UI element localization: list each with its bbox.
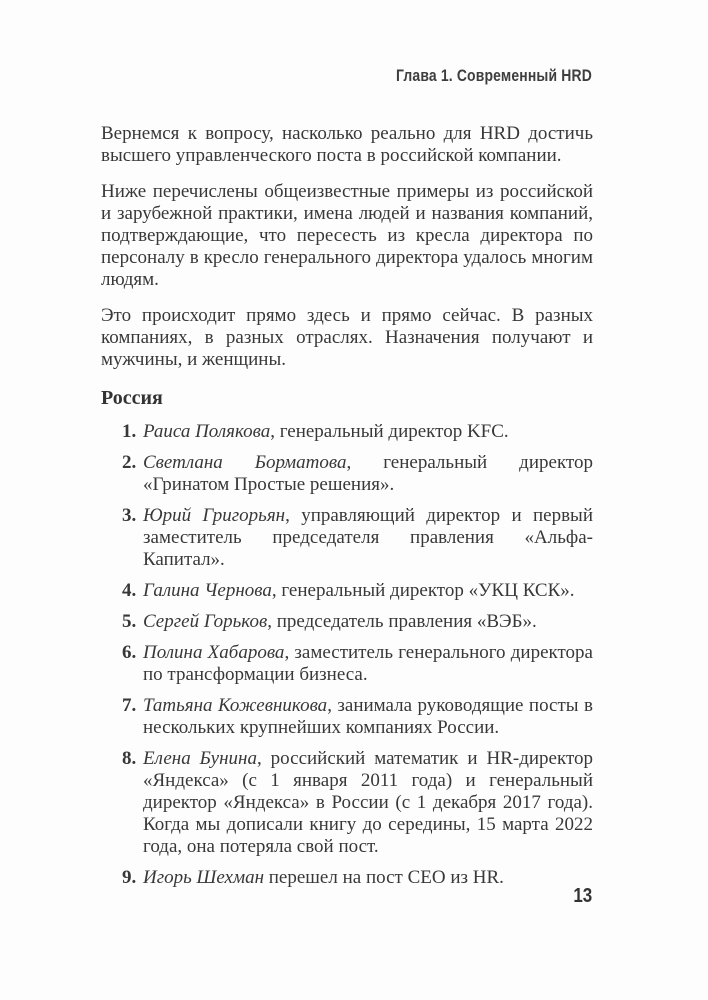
list-item-number: 3. xyxy=(122,505,137,526)
list-item-number: 7. xyxy=(122,695,137,716)
list-item-number: 4. xyxy=(122,580,137,601)
person-name: Сергей Горьков xyxy=(143,611,268,632)
person-name: Галина Чернова xyxy=(143,580,272,601)
person-name: Игорь Шехман xyxy=(143,867,265,888)
list-item-number: 8. xyxy=(122,748,137,769)
list-item xyxy=(101,611,593,633)
list-item-text: , российский математик и HR-директор «Яндекса» (с 1 января 2011 года) и генеральный директор «Яндекса» в России (с 1 декабря 2017 года). Когда мы дописали книгу до середины, 15 марта 2022 года, она потеряла свой пост. xyxy=(143,748,594,857)
list-item-number: 1. xyxy=(122,421,137,442)
list-item-text: , занимала руководящие посты в нескольких крупнейших компаниях России. xyxy=(143,695,593,738)
running-head xyxy=(353,66,592,86)
list-item-text: , председатель правления «ВЭБ». xyxy=(267,611,537,632)
person-name: Раиса Полякова xyxy=(143,421,271,442)
list-item xyxy=(101,505,593,571)
list-item xyxy=(101,695,593,739)
list-item-number: 6. xyxy=(122,642,137,663)
page-content xyxy=(101,123,593,898)
list-item-number: 2. xyxy=(122,452,137,473)
person-name: Светлана Борматова xyxy=(143,452,347,473)
list-item-text: , генеральный директор «УКЦ КСК». xyxy=(271,580,575,601)
list-item xyxy=(101,867,593,889)
list-item-text: , заместитель генерального директора по трансформации бизнеса. xyxy=(143,642,593,685)
chapter-title: Глава 1. Современный HRD xyxy=(396,66,592,85)
list-item-text: , генеральный директор «Гринатом Простые решения». xyxy=(143,452,593,495)
list-item xyxy=(101,452,593,496)
list-item-number: 9. xyxy=(122,867,137,888)
section-heading: Россия xyxy=(101,387,163,409)
list-item xyxy=(101,748,593,858)
list-item-text: перешел на пост CEO из HR. xyxy=(264,867,504,888)
list-item xyxy=(101,580,593,602)
paragraph: Ниже перечислены общеизвестные примеры из российской и зарубежной практики, имена людей и названия компаний, подтверждающие, что пересесть из кресла директора по персоналу в кресло генерального директора удалось многим людям. xyxy=(101,181,593,290)
person-name: Юрий Григорьян xyxy=(143,505,286,526)
paragraph: Вернемся к вопросу, насколько реально для HRD достичь высшего управленческого поста в российской компании. xyxy=(101,123,593,166)
person-name: Полина Хабарова xyxy=(143,642,285,663)
list-item-text: , управляющий директор и первый заместитель председателя правления «Альфа-Капитал». xyxy=(143,505,593,570)
list-item-text: , генеральный директор KFC. xyxy=(270,421,509,442)
paragraph: Это происходит прямо здесь и прямо сейчас. В разных компаниях, в разных отраслях. Назначения получают и мужчины, и женщины. xyxy=(101,305,593,370)
person-name: Татьяна Кожевникова xyxy=(143,695,328,716)
list-item xyxy=(101,421,593,443)
page-number-value: 13 xyxy=(573,885,592,907)
person-name: Елена Бунина xyxy=(143,748,257,769)
page-number xyxy=(570,885,592,908)
list-item-number: 5. xyxy=(122,611,137,632)
list-item xyxy=(101,642,593,686)
numbered-list xyxy=(101,421,593,889)
